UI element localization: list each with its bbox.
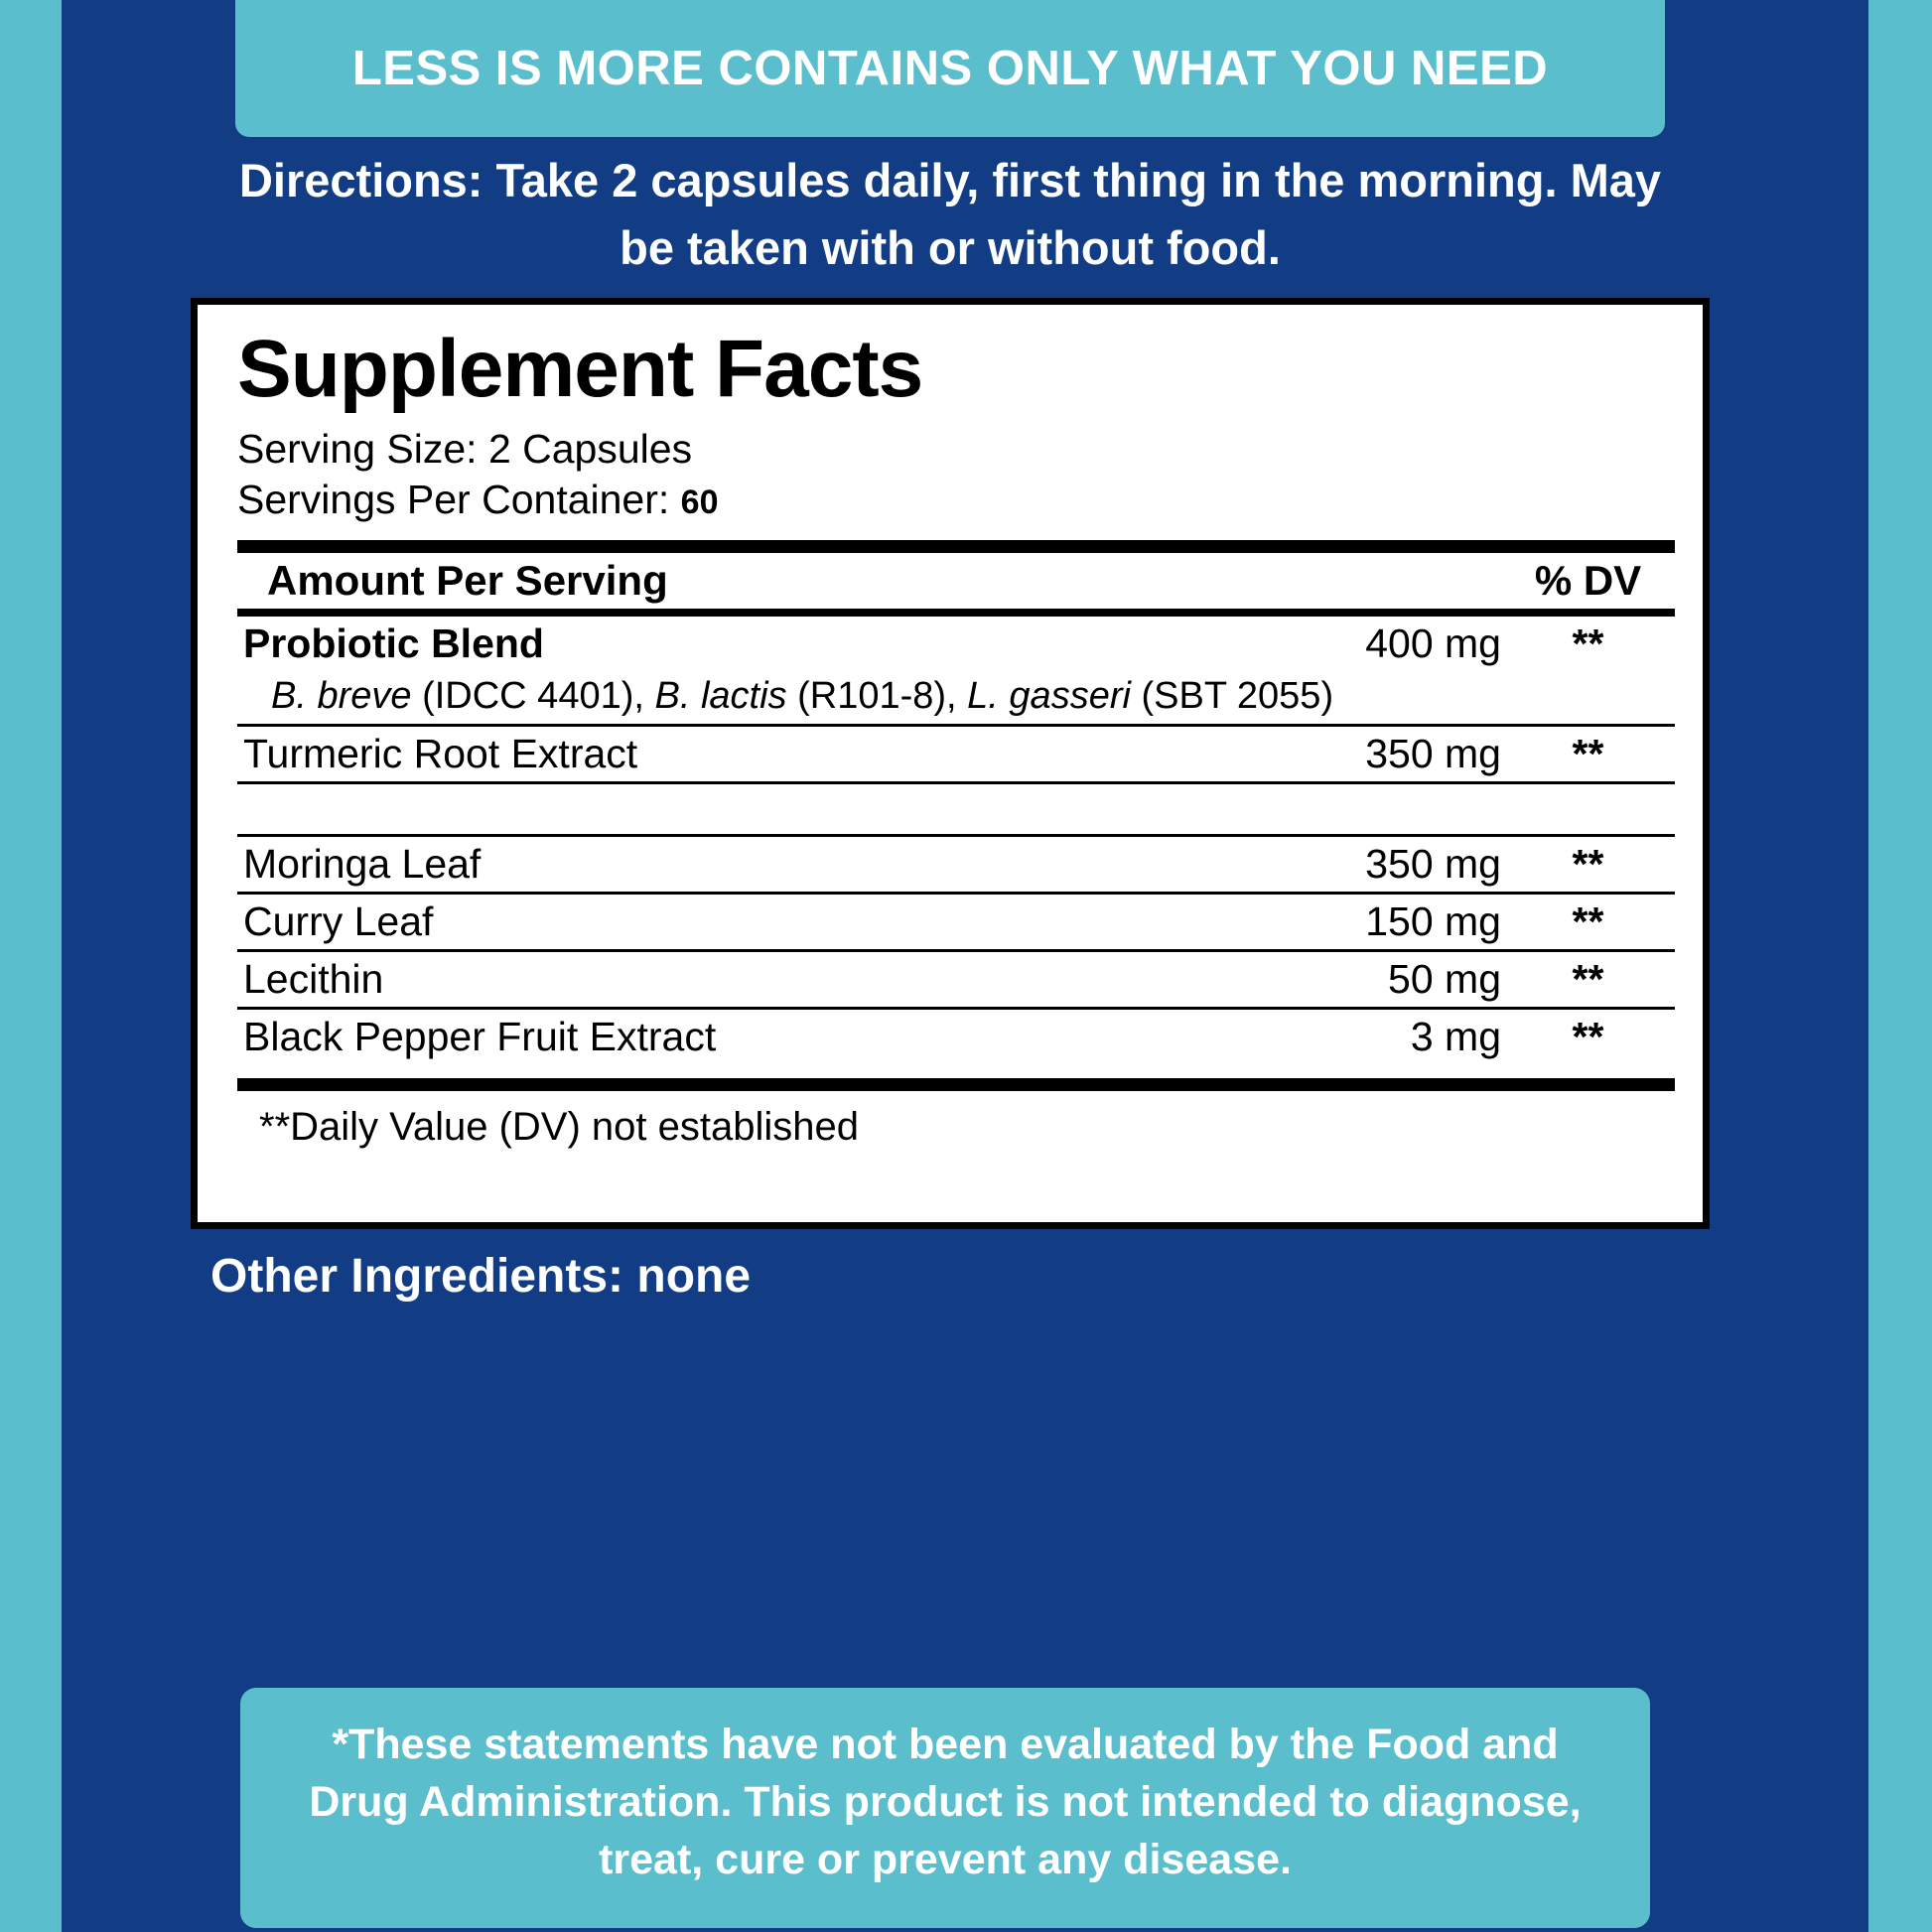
row-amount: 3 mg [1410,1013,1501,1059]
directions-text: Directions: Take 2 capsules daily, first thing in the morning. May be taken with or without food. [238,154,1662,275]
row-dv: ** [1572,730,1604,776]
dv-footnote: **Daily Value (DV) not established [259,1104,860,1149]
top-banner-text: LESS IS MORE CONTAINS ONLY WHAT YOU NEED [351,42,1549,95]
divider-thick-top [237,540,1675,553]
supplement-facts-panel [191,298,1710,1229]
dv-header: % DV [1534,556,1642,604]
probiotic-strains-line: B. breve (IDCC 4401), B. lactis (R101-8), L. gasseri (SBT 2055) [271,674,1334,717]
row-amount: 50 mg [1388,955,1501,1002]
row-dv: ** [1572,897,1604,944]
supplement-facts-title: Supplement Facts [237,324,923,414]
servings-per-container-label: Servings Per Container: [237,477,670,523]
row-name: Curry Leaf [243,897,434,944]
row-amount: 350 mg [1365,840,1501,887]
blank-row [237,784,1675,834]
label-page [62,0,1868,1932]
servings-per-container-line [237,475,1675,525]
table-row [237,727,1675,781]
row-name: Black Pepper Fruit Extract [243,1013,717,1059]
table-row [237,952,1675,1007]
table-row [237,1010,1675,1064]
divider-thick-bottom [237,1078,1675,1091]
row-name: Probiotic Blend [243,620,544,666]
table-row [237,617,1675,671]
row-dv: ** [1572,955,1604,1002]
row-dv: ** [1572,1013,1604,1059]
table-row [237,895,1675,949]
divider-under-header [237,609,1675,617]
row-dv: ** [1572,620,1604,666]
row-amount: 150 mg [1365,897,1501,944]
table-header-row [237,553,1675,609]
row-name: Lecithin [243,955,384,1002]
fda-disclaimer: *These statements have not been evaluated by the Food and Drug Administration. This product is not intended to diagnose, treat, cure or prevent any disease. [240,1688,1650,1928]
row-dv: ** [1572,840,1604,887]
row-name: Moringa Leaf [243,840,482,887]
table-row [237,837,1675,892]
row-name: Turmeric Root Extract [243,730,638,776]
row-amount: 400 mg [1365,620,1501,666]
row-amount: 350 mg [1365,730,1501,776]
amount-per-serving-header: Amount Per Serving [267,556,668,604]
serving-size-line: Serving Size: 2 Capsules [237,426,693,473]
other-ingredients-text: Other Ingredients: none [210,1250,752,1303]
servings-per-container-value: 60 [680,483,719,522]
top-banner [235,0,1665,137]
